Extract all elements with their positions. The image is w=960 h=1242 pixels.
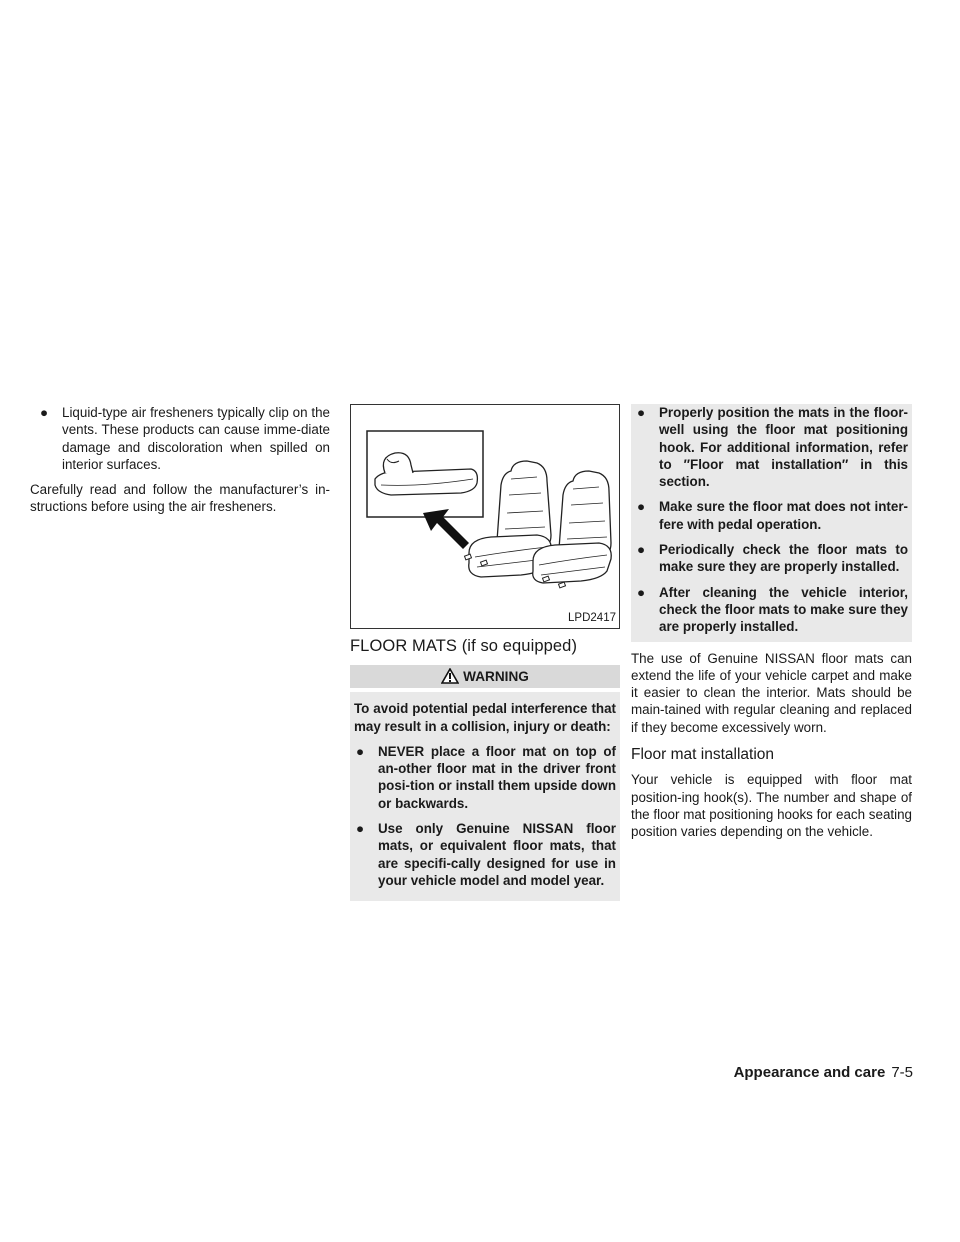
bullet-text: Use only Genuine NISSAN floor mats, or equivalent floor mats, that are specifi-cally designed for use in your vehicle model and model year. — [378, 821, 616, 888]
list-item — [30, 404, 330, 473]
list-item — [354, 743, 616, 812]
left-column — [30, 404, 330, 516]
right-column — [631, 404, 912, 841]
page-footer — [734, 1064, 913, 1081]
bullet-icon: ● — [637, 542, 646, 558]
list-item — [635, 584, 908, 636]
subsection-heading: Floor mat installation — [631, 746, 775, 764]
list-item — [635, 498, 908, 533]
bullet-icon: ● — [40, 405, 49, 420]
bullet-text: Liquid-type air fresheners typically clip on the vents. These products can cause imme-diate damage and discoloration when spilled on interior surfaces. — [62, 405, 330, 472]
footer-section-title: Appearance and care — [733, 1064, 886, 1081]
figure-code: LPD2417 — [568, 611, 616, 624]
bullet-icon: ● — [356, 821, 365, 837]
bullet-text: Make sure the floor mat does not inter-fere with pedal operation. — [659, 499, 908, 532]
seat-hook-drawing — [351, 405, 619, 628]
section-heading: FLOOR MATS (if so equipped) — [350, 637, 578, 655]
bullet-text: Properly position the mats in the floor-well using the floor mat positioning hook. For additional information, refer to ″Floor mat installation″ in this section. — [659, 405, 908, 490]
bullet-text: Periodically check the floor mats to make sure they are properly installed. — [659, 542, 908, 575]
bullet-icon: ● — [356, 743, 365, 759]
bullet-icon: ● — [637, 499, 646, 515]
paragraph: The use of Genuine NISSAN floor mats can extend the life of your vehicle carpet and make it easier to clean the interior. Mats should be main-tained with regular cleaning and replaced if they become excessively worn. — [631, 650, 912, 735]
warning-header — [350, 665, 620, 688]
warning-continued — [631, 404, 912, 642]
warning-body — [350, 692, 620, 901]
seat-illustration — [350, 404, 620, 629]
middle-column — [350, 404, 620, 901]
page-number: 7-5 — [891, 1064, 913, 1081]
list-item — [354, 820, 616, 889]
list-item — [635, 404, 908, 490]
warning-title: WARNING — [463, 669, 529, 685]
warning-intro: To avoid potential pedal interference that may result in a collision, injury or death: — [354, 701, 616, 734]
paragraph: Carefully read and follow the manufacturer’s in-structions before using the air fresheners. — [30, 482, 330, 515]
bullet-text: After cleaning the vehicle interior, check the floor mats to make sure they are properly installed. — [659, 584, 908, 635]
bullet-icon: ● — [637, 584, 646, 600]
bullet-icon: ● — [637, 405, 646, 420]
warning-icon — [441, 668, 459, 691]
bullet-text: NEVER place a floor mat on top of an-other floor mat in the driver front posi-tion or install them upside down or backwards. — [378, 743, 616, 811]
paragraph: Your vehicle is equipped with floor mat position-ing hook(s). The number and shape of the floor mat positioning hooks for each seating position varies depending on the vehicle. — [631, 772, 912, 840]
list-item — [635, 541, 908, 576]
